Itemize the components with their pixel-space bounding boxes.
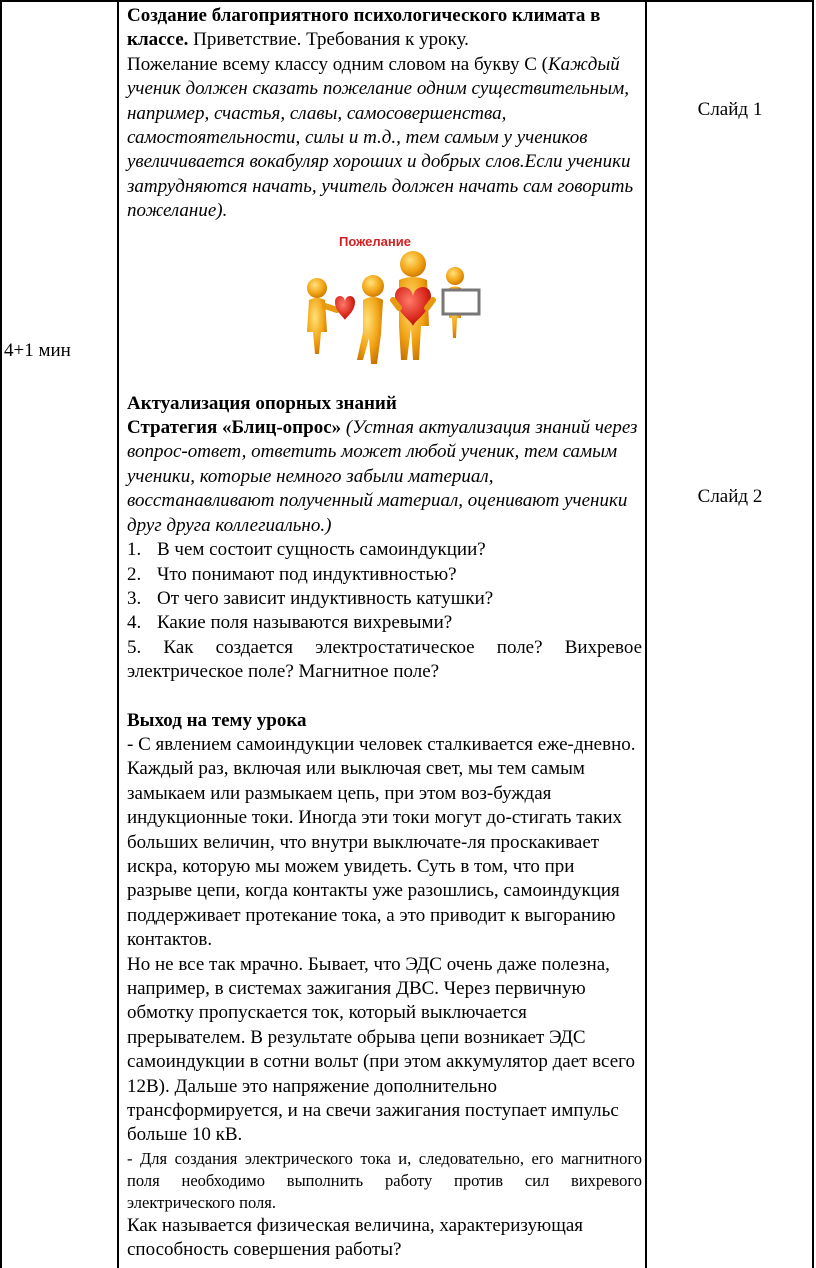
list-item: 5. Как создается электростатическое поле? Вихревое электрическое поле? Магнитное поле? xyxy=(127,636,642,683)
table-border-right xyxy=(812,0,814,1268)
time-cell: 4+1 мин xyxy=(4,340,71,361)
list-item: 4. Какие поля называются вихревыми? xyxy=(127,612,453,634)
wish-illustration xyxy=(295,230,505,376)
strategy-paragraph xyxy=(127,416,642,538)
figures-with-hearts-image xyxy=(295,230,505,376)
table-border-left xyxy=(0,0,2,1268)
strategy-name: Стратегия «Блиц-опрос» xyxy=(127,417,342,439)
topic-paragraph-3: - Для создания электрического тока и, следовательно, его магнитного поля необходимо выполнить работу против сил вихревого электрического поля. xyxy=(127,1148,642,1212)
list-item: 1. В чем состоит сущность самоиндукции? xyxy=(127,539,486,561)
list-item: 2. Что понимают под индуктивностью? xyxy=(127,563,457,585)
column-divider-1 xyxy=(117,0,119,1268)
figure-3 xyxy=(393,251,433,360)
figure-1 xyxy=(307,278,355,354)
column-divider-2 xyxy=(645,0,647,1268)
figure-2 xyxy=(357,275,384,364)
section-climate xyxy=(127,4,642,53)
illustration-caption: Пожелание xyxy=(339,233,411,249)
lesson-content-cell xyxy=(127,4,642,1263)
wish-italic-note: Каждый ученик должен сказать пожелание одним существительным, например, счастья, славы, самосовершенства, самостоятельности, силы и т.д., тем самым у учеников увеличивается вокабуляр хороших и добрых слов.Если ученики затрудняются начать, учитель должен начать сам говорить пожелание). xyxy=(127,53,634,222)
wish-paragraph xyxy=(127,53,642,224)
wish-instruction: Пожелание всему классу одним словом на букву С ( xyxy=(127,53,548,75)
figure-4 xyxy=(443,267,479,338)
topic-question: Как называется физическая величина, характеризующая способность совершения работы? xyxy=(127,1214,584,1261)
section-topic-title: Выход на тему урока xyxy=(127,709,307,731)
slide-label-1: Слайд 1 xyxy=(697,99,763,120)
section-climate-intro: Приветствие. Требования к уроку. xyxy=(188,29,469,51)
section-actualization-title: Актуализация опорных знаний xyxy=(127,392,397,414)
section-climate-title: Создание благоприятного психологического климата в классе. xyxy=(127,5,601,51)
topic-paragraph-1: - С явлением самоиндукции человек сталкивается еже-дневно. Каждый раз, включая или выключая свет, мы тем самым замыкаем или размыкаем цепь, при этом воз-буждая индукционные токи. Иногда эти токи могут до-стигать таких больших величин, что внутри выключате-ля проскакивает искра, которую мы можем увидеть. Суть в том, что при разрыве цепи, когда контакты уже разошлись, самоиндукция поддерживает протекание тока, а это приводит к выгоранию контактов. xyxy=(127,733,636,951)
list-item: 3. От чего зависит индуктивность катушки? xyxy=(127,587,494,609)
topic-paragraph-2: Но не все так мрачно. Бывает, что ЭДС очень даже полезна, например, в системах зажигания ДВС. Через первичную обмотку пропускается ток, который выключается прерывателем. В результате обрыва цепи возникает ЭДС самоиндукции в сотни вольт (при этом аккумулятор дает всего 12В). Дальше это напряжение дополнительно трансформируется, и на свечи зажигания поступает импульс больше 10 кВ. xyxy=(127,953,635,1146)
question-list xyxy=(127,538,642,684)
table-border-top xyxy=(0,0,814,2)
strategy-description: (Устная актуализация знаний через вопрос-ответ, ответить может любой ученик, тем самым ученики, которые немного забыли материал, восстанавливают полученный материал, оценивают ученики друг друга коллегиально.) xyxy=(127,417,638,536)
slide-label-2: Слайд 2 xyxy=(697,486,763,507)
